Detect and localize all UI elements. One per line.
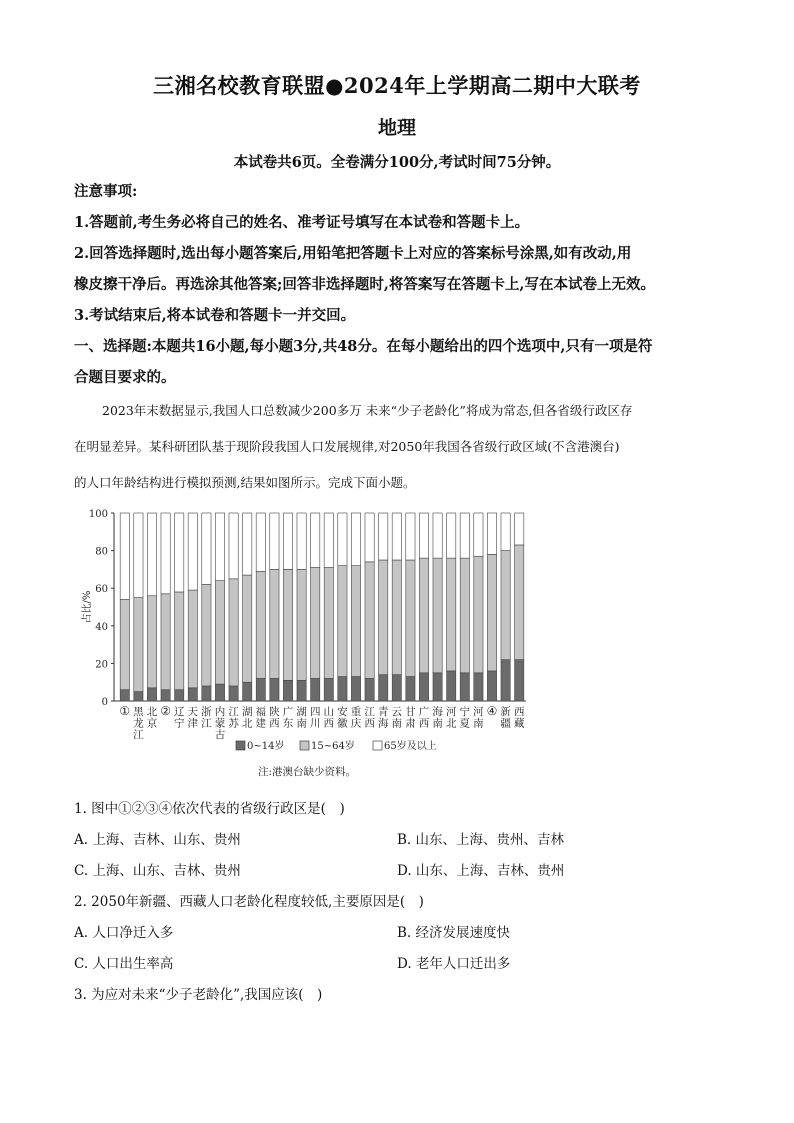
x-tick-label: 藏 xyxy=(513,717,525,730)
bar-segment xyxy=(351,513,360,566)
x-tick-label: 黑 xyxy=(133,706,144,718)
bar-segment xyxy=(460,513,469,558)
question-2: 2. 2050年新疆、西藏人口老龄化程度较低,主要原因是( ) xyxy=(74,894,424,910)
bar-segment xyxy=(243,513,252,575)
x-tick-label: 川 xyxy=(309,717,321,730)
bar-segment xyxy=(379,675,388,701)
x-tick-label: 南 xyxy=(391,717,403,730)
y-tick-label: 80 xyxy=(95,546,108,558)
bar-segment xyxy=(188,590,197,688)
x-tick-label: 蒙 xyxy=(214,717,226,730)
x-tick-label: 江 xyxy=(364,706,375,718)
bar-segment xyxy=(215,581,224,684)
bar-segment xyxy=(175,690,184,701)
x-tick-label: 江 xyxy=(228,706,239,718)
bar-segment xyxy=(379,560,388,675)
bar-segment xyxy=(147,688,156,701)
x-tick-label: 龙 xyxy=(133,717,144,730)
x-tick-label: 西 xyxy=(364,717,375,730)
bar-segment xyxy=(433,673,442,701)
question-2-option-a[interactable]: A. 人口净迁入多 xyxy=(74,925,174,941)
bar-segment xyxy=(392,560,401,675)
bar-segment xyxy=(460,673,469,701)
question-1-option-b[interactable]: B. 山东、上海、贵州、吉林 xyxy=(397,832,565,848)
x-tick-label: 宁 xyxy=(173,717,185,730)
x-tick-label: 北 xyxy=(241,717,253,730)
x-tick-label: ① xyxy=(119,704,131,718)
x-tick-label: 内 xyxy=(214,706,226,718)
y-tick-label: 0 xyxy=(101,697,108,708)
bar-segment xyxy=(474,673,483,701)
bar-segment xyxy=(297,513,306,569)
bar-segment xyxy=(515,513,524,545)
x-tick-label: 江 xyxy=(201,717,212,730)
x-tick-label: 西 xyxy=(418,717,430,730)
exam-title: 三湘名校教育联盟●2024年上学期高二期中大联考 xyxy=(153,73,641,98)
x-tick-label: 福 xyxy=(255,706,267,718)
bar-segment xyxy=(501,513,510,551)
bar-segment xyxy=(433,513,442,558)
y-tick-label: 40 xyxy=(95,621,108,633)
x-tick-label: 四 xyxy=(309,706,321,718)
x-tick-label: ② xyxy=(160,704,171,718)
y-tick-label: 100 xyxy=(88,509,108,520)
note-2-line-1: 2.回答选择题时,选出每小题答案后,用铅笔把答题卡上对应的答案标号涂黑,如有改动,用 xyxy=(74,245,632,262)
x-tick-label: 云 xyxy=(391,706,403,718)
subject-title: 地理 xyxy=(377,117,416,139)
question-1-option-d[interactable]: D. 山东、上海、吉林、贵州 xyxy=(397,863,565,879)
x-tick-label: 宁 xyxy=(459,706,471,718)
bar-segment xyxy=(270,678,279,701)
bar-segment xyxy=(460,558,469,673)
section-heading-line-1: 一、选择题:本题共16小题,每小题3分,共48分。在每小题给出的四个选项中,只有一项是符 xyxy=(74,338,653,355)
y-tick-label: 20 xyxy=(95,659,108,671)
y-axis-label: 占比/% xyxy=(82,590,93,624)
bar-segment xyxy=(351,677,360,701)
bar-segment xyxy=(134,513,143,598)
bar-segment xyxy=(365,513,374,562)
x-tick-label: 古 xyxy=(214,729,226,741)
bar-segment xyxy=(256,678,265,701)
bar-segment xyxy=(474,556,483,673)
bar-segment xyxy=(147,596,156,688)
bar-segment xyxy=(202,584,211,686)
bar-segment xyxy=(365,562,374,679)
bar-segment xyxy=(515,545,524,660)
x-tick-label: 天 xyxy=(187,706,199,718)
x-tick-label: 湖 xyxy=(241,706,253,718)
bar-segment xyxy=(283,513,292,569)
bar-segment xyxy=(324,513,333,568)
legend-label: 15~64岁 xyxy=(311,741,355,752)
bar-segment xyxy=(175,592,184,690)
bar-segment xyxy=(487,513,496,554)
age-structure-chart xyxy=(78,503,538,783)
x-tick-label: 西 xyxy=(323,717,335,730)
x-tick-label: 北 xyxy=(445,717,457,730)
bar-segment xyxy=(297,569,306,680)
legend-swatch xyxy=(236,741,245,750)
x-tick-label: 青 xyxy=(377,706,389,718)
bar-segment xyxy=(229,513,238,579)
bar-segment xyxy=(447,671,456,701)
x-tick-label: 南 xyxy=(473,717,484,730)
bar-segment xyxy=(229,686,238,701)
question-2-option-b[interactable]: B. 经济发展速度快 xyxy=(397,925,511,941)
legend-swatch xyxy=(373,741,382,750)
bar-segment xyxy=(134,598,143,692)
bar-segment xyxy=(406,560,415,677)
bar-segment xyxy=(419,558,428,673)
question-2-option-d[interactable]: D. 老年人口迁出多 xyxy=(397,956,511,972)
bar-segment xyxy=(351,566,360,677)
bar-segment xyxy=(188,513,197,590)
bar-segment xyxy=(474,513,483,556)
bar-segment xyxy=(501,551,510,660)
bar-segment xyxy=(433,558,442,673)
question-1-option-a[interactable]: A. 上海、吉林、山东、贵州 xyxy=(74,832,241,848)
bar-segment xyxy=(134,692,143,701)
bar-segment xyxy=(501,660,510,701)
x-tick-label: 重 xyxy=(350,706,362,718)
chart-svg xyxy=(78,503,538,783)
x-tick-label: 陕 xyxy=(269,706,280,718)
x-tick-label: 南 xyxy=(296,717,307,730)
x-tick-label: 苏 xyxy=(228,717,239,730)
x-tick-label: 肃 xyxy=(405,717,416,730)
bar-segment xyxy=(120,599,129,689)
question-1: 1. 图中①②③④依次代表的省级行政区是( ) xyxy=(74,801,345,817)
bar-segment xyxy=(311,568,320,679)
x-tick-label: 安 xyxy=(337,706,348,718)
x-tick-label: ④ xyxy=(486,704,498,718)
x-tick-label: 河 xyxy=(473,706,484,718)
bar-segment xyxy=(338,566,347,677)
x-tick-label: 海 xyxy=(377,717,389,730)
bar-segment xyxy=(161,513,170,594)
bar-segment xyxy=(419,513,428,558)
bar-segment xyxy=(188,688,197,701)
bar-segment xyxy=(120,690,129,701)
bar-segment xyxy=(379,513,388,560)
bar-segment xyxy=(338,513,347,566)
x-tick-label: 山 xyxy=(323,706,335,718)
question-1-option-c[interactable]: C. 上海、山东、吉林、贵州 xyxy=(74,863,241,879)
bar-segment xyxy=(120,513,129,599)
bar-segment xyxy=(419,673,428,701)
bar-segment xyxy=(243,682,252,701)
x-tick-label: 庆 xyxy=(350,717,362,730)
bar-segment xyxy=(324,568,333,679)
note-3: 3.考试结束后,将本试卷和答题卡一并交回。 xyxy=(74,307,356,324)
bar-segment xyxy=(487,671,496,701)
x-tick-label: 江 xyxy=(133,729,144,741)
bar-segment xyxy=(243,575,252,682)
x-tick-label: 夏 xyxy=(459,717,471,730)
bar-segment xyxy=(515,660,524,701)
bar-segment xyxy=(392,675,401,701)
bar-segment xyxy=(229,579,238,686)
x-tick-label: 徽 xyxy=(337,717,348,730)
x-tick-label: 甘 xyxy=(405,706,416,718)
bar-segment xyxy=(215,513,224,581)
passage-line-1: 2023年末数据显示,我国人口总数减少200多万 未来“少子老龄化”将成为常态,但各省级行政区存 xyxy=(102,403,633,418)
exam-info: 本试卷共6页。全卷满分100分,考试时间75分钟。 xyxy=(233,154,561,171)
bar-segment xyxy=(406,513,415,560)
bar-segment xyxy=(256,571,265,678)
question-3: 3. 为应对未来“少子老龄化”,我国应该( ) xyxy=(74,987,323,1003)
legend-label: 65岁及以上 xyxy=(384,741,437,752)
bar-segment xyxy=(406,677,415,701)
x-tick-label: 新 xyxy=(500,706,511,718)
bar-segment xyxy=(256,513,265,571)
bar-segment xyxy=(270,569,279,678)
bar-segment xyxy=(161,690,170,701)
x-tick-label: 京 xyxy=(146,717,158,730)
x-tick-label: 东 xyxy=(282,717,294,730)
note-1: 1.答题前,考生务必将自己的姓名、准考证号填写在本试卷和答题卡上。 xyxy=(74,214,530,231)
y-tick-label: 60 xyxy=(95,584,108,596)
x-tick-label: 西 xyxy=(269,717,280,730)
x-tick-label: 浙 xyxy=(201,706,212,718)
bar-segment xyxy=(338,677,347,701)
bar-segment xyxy=(311,678,320,701)
bar-segment xyxy=(392,513,401,560)
x-tick-label: 建 xyxy=(255,717,267,730)
x-tick-label: 辽 xyxy=(173,706,185,718)
bar-segment xyxy=(487,554,496,671)
x-tick-label: 广 xyxy=(282,706,294,718)
notes-heading: 注意事项: xyxy=(74,183,138,200)
bar-segment xyxy=(283,680,292,701)
bar-segment xyxy=(202,686,211,701)
bar-segment xyxy=(283,569,292,680)
bar-segment xyxy=(161,594,170,690)
x-tick-label: 津 xyxy=(187,717,199,730)
chart-note: 注:港澳台缺少资料。 xyxy=(258,766,357,778)
note-2-line-2: 橡皮擦干净后。再选涂其他答案;回答非选择题时,将答案写在答题卡上,写在本试卷上无效。 xyxy=(74,276,655,293)
bar-segment xyxy=(311,513,320,568)
bar-segment xyxy=(297,680,306,701)
legend-swatch xyxy=(300,741,309,750)
x-tick-label: 西 xyxy=(513,706,525,718)
bar-segment xyxy=(175,513,184,592)
bar-segment xyxy=(147,513,156,596)
x-tick-label: 河 xyxy=(445,706,457,718)
passage-line-3: 的人口年龄结构进行模拟预测,结果如图所示。完成下面小题。 xyxy=(74,475,416,490)
x-tick-label: 北 xyxy=(146,706,158,718)
bar-segment xyxy=(365,678,374,701)
bar-segment xyxy=(447,513,456,558)
passage-line-2: 在明显差异。某科研团队基于现阶段我国人口发展规律,对2050年我国各省级行政区域(不含港澳台) xyxy=(74,439,620,454)
bar-segment xyxy=(447,558,456,671)
section-heading-line-2: 合题目要求的。 xyxy=(74,369,176,386)
x-tick-label: 广 xyxy=(418,706,430,718)
x-tick-label: 湖 xyxy=(296,706,307,718)
bar-segment xyxy=(202,513,211,584)
question-2-option-c[interactable]: C. 人口出生率高 xyxy=(74,956,174,972)
x-tick-label: 南 xyxy=(432,717,443,730)
x-tick-label: 海 xyxy=(432,706,443,718)
bar-segment xyxy=(270,513,279,569)
bar-segment xyxy=(324,678,333,701)
legend-label: 0~14岁 xyxy=(247,741,285,752)
x-tick-label: 疆 xyxy=(500,717,511,730)
bar-segment xyxy=(215,684,224,701)
